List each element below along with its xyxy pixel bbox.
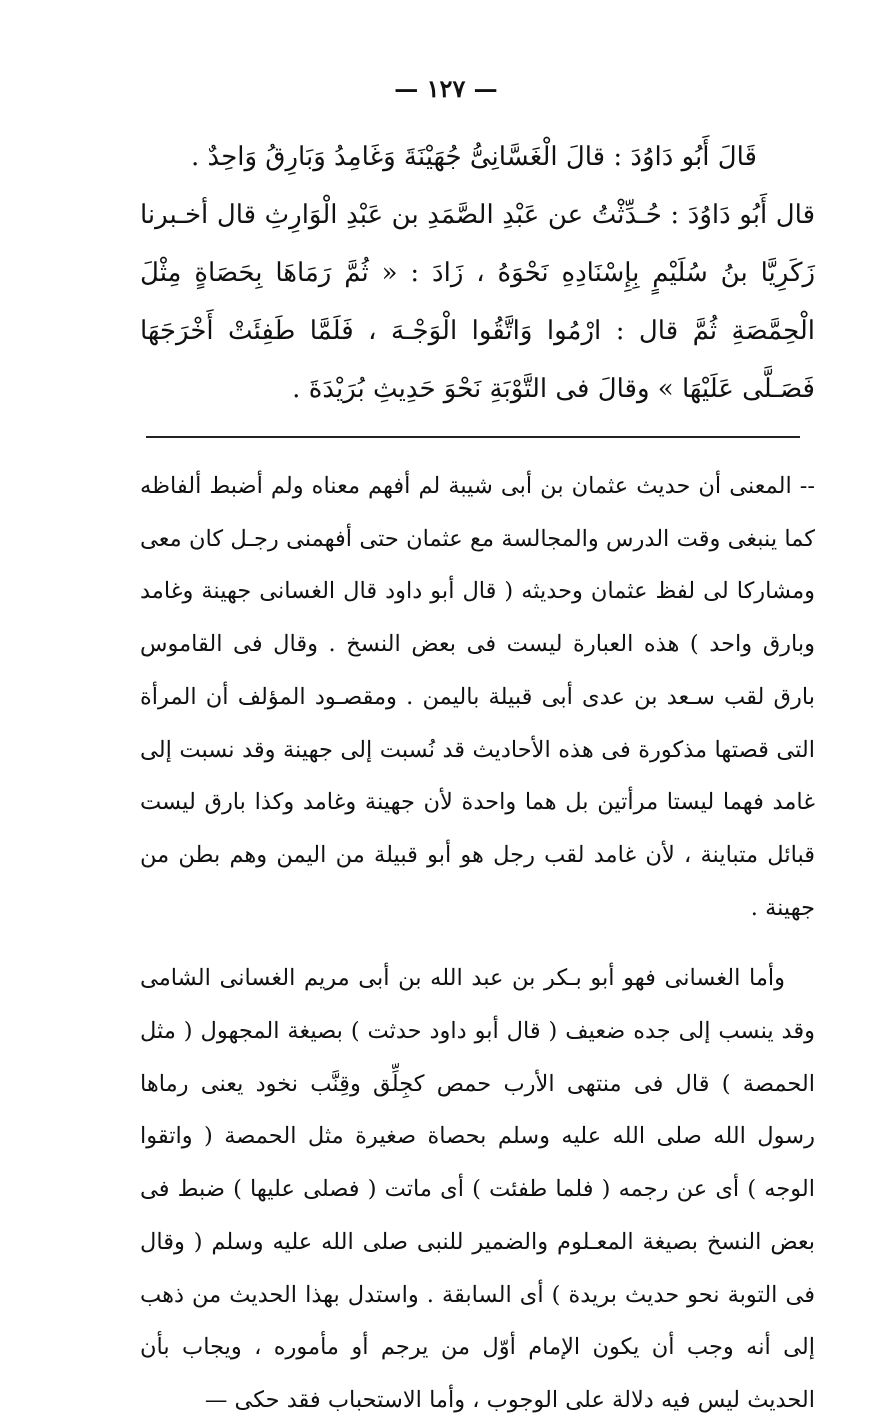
commentary-paragraph-1: -- المعنى أن حديث عثمان بن أبى شيبة لم أفهم معناه ولم أضبط ألفاظه كما ينبغى وقت الدرس والمجالسة مع عثمان حتى أفهمنى رجـل كان معى ومشاركا لى لفظ عثمان وحديثه ( قال أبو داود قال الغسانى جهينة وغامد وبارق واحد ) هذه العبارة ليست فى بعض النسخ . وقال فى القاموس بارق لقب سـعد بن عدى أبى قبيلة باليمن . ومقصـود المؤلف أن المرأة التى قصتها مذكورة فى هذه الأحاديث قد نُسبت إلى جهينة وقد نسبت إلى غامد فهما ليستا مرأتين بل هما واحدة لأن جهينة وغامد وكذا بارق ليست قبائل متباينة ، لأن غامد لقب رجل هو أبو قبيلة من اليمن وهم بطن من جهينة . xyxy=(140,473,815,921)
hadith-line-1: قَالَ أَبُو دَاوُدَ : قالَ الْغَسَّانِىُّ جُهَيْنَةَ وَغَامِدُ وَبَارِقُ وَاحِدٌ . xyxy=(191,142,757,172)
commentary-paragraph-2: وأما الغسانى فهو أبو بـكر بن عبد الله بن أبى مريم الغسانى الشامى وقد ينسب إلى جده ضعيف ( قال أبو داود حدثت ) بصيغة المجهول ( مثل الحمصة ) قال فى منتهى الأرب حمص كجِلِّق وقِنَّب نخود يعنى رماها رسول الله صلى الله عليه وسلم بحصاة صغيرة مثل الحمصة ( واتقوا الوجه ) أى عن رجمه ( فلما طفئت ) أى ماتت ( فصلى عليها ) ضبط فى بعض النسخ بصيغة المعـلوم والضمير للنبى صلى الله عليه وسلم ( وقال فى التوبة نحو حديث بريدة ) أى السابقة . واستدل بهذا الحديث من ذهب إلى أنه وجب أن يكون الإمام أوّل من يرجم أو مأموره ، ويجاب بأن الحديث ليس فيه دلالة على الوجوب ، وأما الاستحباب فقد حكى — xyxy=(140,965,815,1413)
hadith-text xyxy=(140,128,815,418)
commentary-text xyxy=(140,460,815,1427)
page-number: — ١٢٧ — xyxy=(394,74,498,103)
hadith-paragraph: قال أَبُو دَاوُدَ : حُـدِّثْتُ عن عَبْدِ الصَّمَدِ بن عَبْدِ الْوَارِثِ قال أخـبرنا زَكَرِيَّا بنُ سُلَيْمٍ بِإِسْنَادِهِ نَحْوَهُ ، زَادَ : « ثُمَّ رَمَاهَا بِحَصَاةٍ مِثْلَ الْحِمَّصَةِ ثُمَّ قال : ارْمُوا وَاتَّقُوا الْوَجْـهَ ، فَلَمَّا طَفِئَتْ أَخْرَجَهَا فَصَـلَّى عَلَيْهَا » وقالَ فى التَّوْبَةِ نَحْوَ حَدِيثِ بُرَيْدَةَ . xyxy=(140,200,815,404)
footnote-divider xyxy=(146,436,800,438)
